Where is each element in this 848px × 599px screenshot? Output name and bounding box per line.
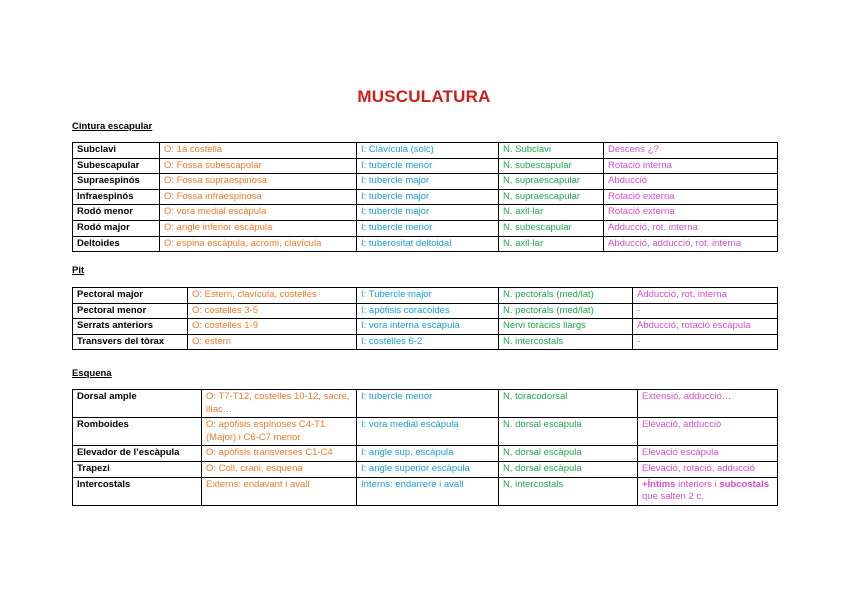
muscle-name: Dorsal ample <box>73 390 202 418</box>
origin-cell: O: vora medial escàpula <box>160 205 357 221</box>
section-heading-cintura: Cintura escapular <box>72 121 153 132</box>
nerve-cell: N. pectorals (med/lat) <box>499 288 633 304</box>
action-cell: Rotació interna <box>604 158 778 174</box>
table-row <box>73 477 778 505</box>
table-row <box>73 319 778 335</box>
table-esquena <box>72 389 778 506</box>
action-cell: - <box>633 334 778 350</box>
action-cell: Extensió, adducció… <box>638 390 778 418</box>
nerve-cell: N. supraescapular <box>499 174 604 190</box>
origin-cell: O: angle inferior escàpula <box>160 220 357 236</box>
nerve-cell: N. axil·lar <box>499 236 604 252</box>
action-bold-intims: +Íntims <box>642 478 676 490</box>
origin-cell: O: Fossa infraespinosa <box>160 189 357 205</box>
nerve-cell: N. Subclavi <box>499 143 604 159</box>
origin-cell: Externs: endavant i avall <box>202 477 357 505</box>
insertion-cell: I: Tubercle major <box>357 288 499 304</box>
action-cell: - <box>633 303 778 319</box>
table-row <box>73 288 778 304</box>
action-cell: Elevació escàpula <box>638 446 778 462</box>
origin-cell: O: costelles 1-9 <box>188 319 357 335</box>
insertion-cell: I: apòfisis coracoides <box>357 303 499 319</box>
muscle-name: Elevador de l’escàpula <box>73 446 202 462</box>
table-row <box>73 390 778 418</box>
nerve-cell: N. subescapular <box>499 158 604 174</box>
table-cintura-escapular <box>72 142 778 252</box>
muscle-name: Pectoral major <box>73 288 188 304</box>
muscle-name: Subclavi <box>73 143 160 159</box>
origin-cell: O: 1a costella <box>160 143 357 159</box>
table-row <box>73 303 778 319</box>
section-heading-pit: Pit <box>72 265 85 276</box>
nerve-cell: Nervi toràcics llargs <box>499 319 633 335</box>
insertion-cell: Interns: endarrere i avall <box>357 477 499 505</box>
insertion-cell: I: tubercle menor <box>357 158 499 174</box>
table-row <box>73 174 778 190</box>
action-cell: Rotació externa <box>604 205 778 221</box>
insertion-cell: I: tubercle major <box>357 205 499 221</box>
action-bold-subcostals: subcostals <box>719 478 769 490</box>
origin-cell: O: Fossa subescapular <box>160 158 357 174</box>
action-text-mid: interiors i <box>675 478 720 490</box>
nerve-cell: N. intercostals <box>499 477 638 505</box>
origin-cell: O: apòfisis transverses C1-C4 <box>202 446 357 462</box>
nerve-cell: N. pectorals (med/lat) <box>499 303 633 319</box>
action-text-rest: que salten 2 c. <box>642 491 704 503</box>
section-heading-esquena: Esquena <box>72 368 112 379</box>
nerve-cell: N. axil·lar <box>499 205 604 221</box>
table-pit <box>72 287 778 350</box>
table-row <box>73 220 778 236</box>
nerve-cell: N. toracodorsal <box>499 390 638 418</box>
origin-cell: O: Estern, clavícula, costelles <box>188 288 357 304</box>
table-row <box>73 143 778 159</box>
muscle-name: Supraespinós <box>73 174 160 190</box>
origin-cell: O: costelles 3-5 <box>188 303 357 319</box>
table-row <box>73 334 778 350</box>
origin-cell: O: espina escàpula, acromi, clavícula <box>160 236 357 252</box>
table-row <box>73 189 778 205</box>
action-cell: Descens ¿? <box>604 143 778 159</box>
action-cell: Abducció <box>604 174 778 190</box>
insertion-cell: I: vora interna escàpula <box>357 319 499 335</box>
muscle-name: Rodó menor <box>73 205 160 221</box>
origin-cell: O: Coll, crani, esquena <box>202 461 357 477</box>
table-row <box>73 446 778 462</box>
insertion-cell: I: tubercle menor <box>357 390 499 418</box>
nerve-cell: N. subescapular <box>499 220 604 236</box>
nerve-cell: N. supraescapular <box>499 189 604 205</box>
muscle-name: Serrats anteriors <box>73 319 188 335</box>
muscle-name: Transvers del tòrax <box>73 334 188 350</box>
muscle-name: Intercostals <box>73 477 202 505</box>
muscle-name: Romboides <box>73 418 202 446</box>
table-row <box>73 236 778 252</box>
action-cell: Adducció, rot. interna <box>633 288 778 304</box>
insertion-cell: I: tubercle major <box>357 174 499 190</box>
nerve-cell: N. intercostals <box>499 334 633 350</box>
nerve-cell: N. dorsal escàpula <box>499 446 638 462</box>
action-cell: Adducció, rot. interna <box>604 220 778 236</box>
nerve-cell: N. dorsal escàpula <box>499 418 638 446</box>
muscle-name: Infraespinós <box>73 189 160 205</box>
insertion-cell: I: costelles 6-2 <box>357 334 499 350</box>
table-row <box>73 205 778 221</box>
insertion-cell: I: angle superior escàpula <box>357 461 499 477</box>
action-cell: Rotació externa <box>604 189 778 205</box>
muscle-name: Deltoides <box>73 236 160 252</box>
action-cell <box>638 477 778 505</box>
table-row <box>73 461 778 477</box>
muscle-name: Trapezi <box>73 461 202 477</box>
origin-cell: O: Fossa supraespinosa <box>160 174 357 190</box>
muscle-name: Pectoral menor <box>73 303 188 319</box>
insertion-cell: I: tuberositat deltoidal <box>357 236 499 252</box>
muscle-name: Rodó major <box>73 220 160 236</box>
muscle-name: Subescapular <box>73 158 160 174</box>
origin-cell: O: T7-T12, costelles 10-12, sacre, ilíac… <box>202 390 357 418</box>
nerve-cell: N. dorsal escàpula <box>499 461 638 477</box>
action-cell: Elevació, adducció <box>638 418 778 446</box>
origin-cell: O: estern <box>188 334 357 350</box>
insertion-cell: I: tubercle menor <box>357 220 499 236</box>
origin-cell: O: apòfisis espinoses C4-T1 (Major) i C6-C7 menor <box>202 418 357 446</box>
insertion-cell: I: tubercle major <box>357 189 499 205</box>
table-row <box>73 418 778 446</box>
action-cell: Abducció, rotació escàpula <box>633 319 778 335</box>
page-title: MUSCULATURA <box>357 87 491 106</box>
insertion-cell: I: vora medial escàpula <box>357 418 499 446</box>
table-row <box>73 158 778 174</box>
action-cell: Elevació, rotació, adducció <box>638 461 778 477</box>
action-cell: Abducció, adducció, rot. interna <box>604 236 778 252</box>
insertion-cell: I: Clavícula (solc) <box>357 143 499 159</box>
insertion-cell: I: angle sup. escàpula <box>357 446 499 462</box>
